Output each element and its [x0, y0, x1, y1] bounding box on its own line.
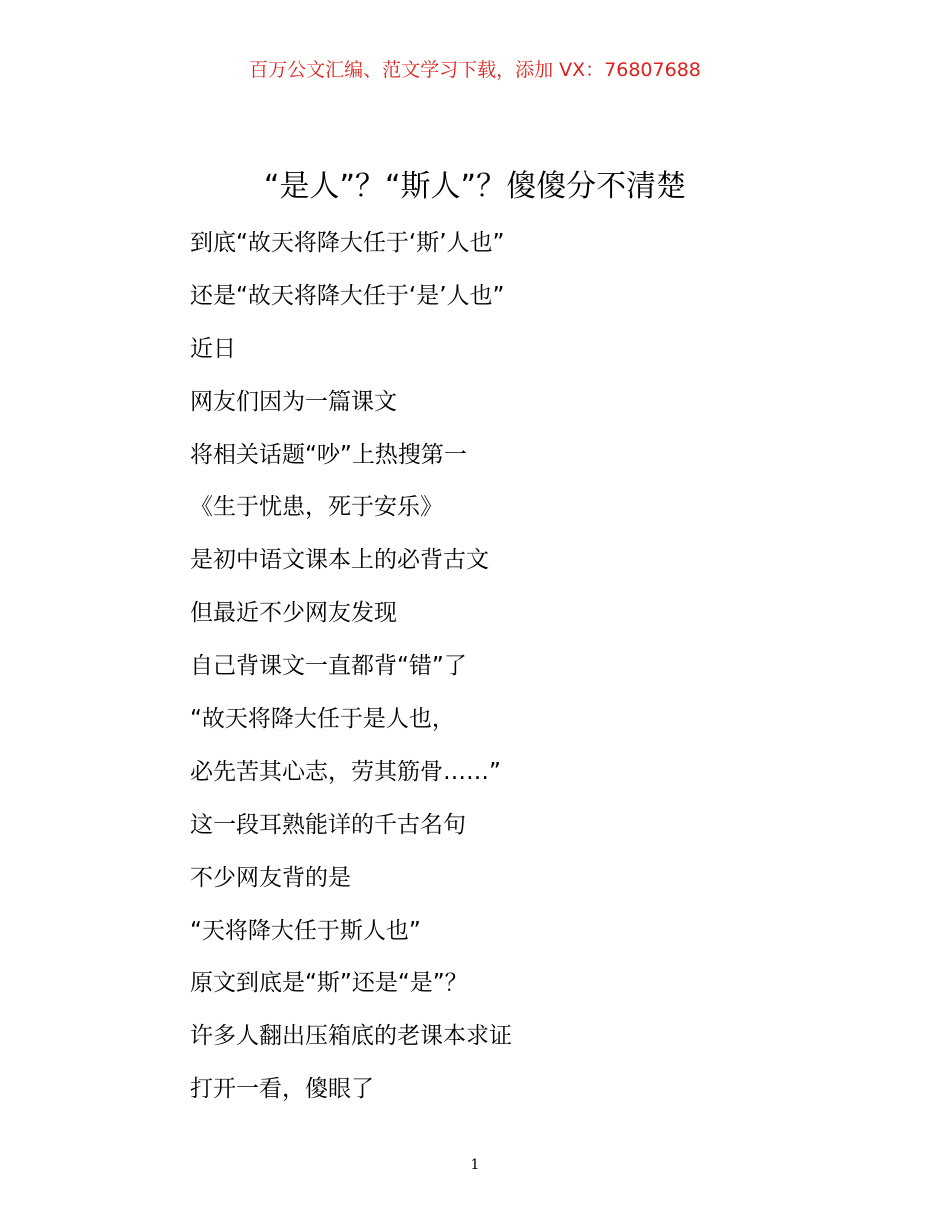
body-line: 自己背课文一直都背“错”了: [190, 653, 467, 680]
body-line: 将相关话题“吵”上热搜第一: [190, 441, 467, 468]
body-line: “故天将降大任于是人也，: [190, 706, 455, 733]
document-title: “是人”？“斯人”？傻傻分不清楚: [263, 169, 687, 204]
body-line: “天将降大任于斯人也”: [190, 917, 421, 944]
body-line: 不少网友背的是: [190, 864, 351, 891]
body-line: 打开一看，傻眼了: [190, 1076, 374, 1103]
body-line: 《生于忧患，死于安乐》: [190, 494, 443, 521]
body-line: 原文到底是“斯”还是“是”？: [190, 970, 468, 997]
body-line: 近日: [190, 335, 236, 362]
header-watermark-note: 百万公文汇编、范文学习下载，添加 VX：76807688: [249, 59, 701, 81]
body-line: 是初中语文课本上的必背古文: [190, 547, 489, 574]
body-line: 必先苦其心志，劳其筋骨……”: [190, 758, 501, 785]
body-line: 还是“故天将降大任于‘是’人也”: [190, 282, 505, 309]
body-line: 这一段耳熟能详的千古名句: [190, 811, 466, 838]
body-text: [190, 226, 790, 1125]
body-line: 网友们因为一篇课文: [190, 388, 397, 415]
body-line: 许多人翻出压箱底的老课本求证: [190, 1023, 512, 1050]
body-line: 但最近不少网友发现: [190, 600, 397, 627]
body-line: 到底“故天将降大任于‘斯’人也”: [190, 230, 505, 256]
page-number: 1: [470, 1157, 480, 1173]
